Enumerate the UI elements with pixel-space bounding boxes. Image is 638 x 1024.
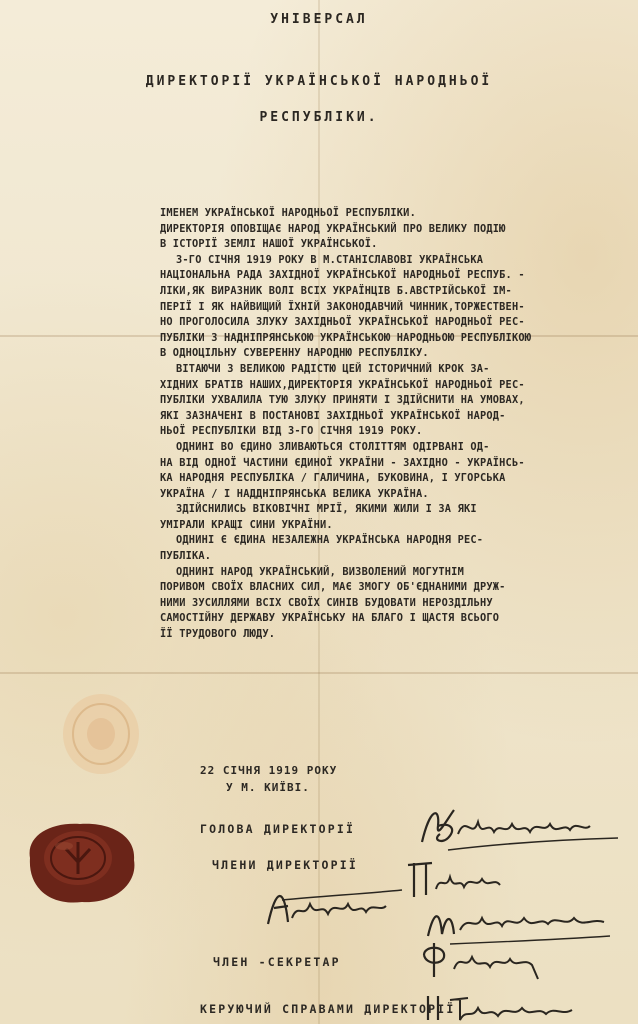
text-line: В ОДНОЦІЛЬНУ СУВЕРЕННУ НАРОДНЮ РЕСПУБЛІКУ. <box>160 347 429 360</box>
text-line: ЗДІЙСНИЛИСЬ ВІКОВІЧНІ МРІЇ, ЯКИМИ ЖИЛИ І ЗА ЯКІ <box>176 503 477 516</box>
text-line: ОДНИНІ НАРОД УКРАЇНСЬКИЙ, ВИЗВОЛЕНИЙ МОГУТНІМ <box>176 565 464 578</box>
document-title: УНІВЕРСАЛ <box>270 12 368 27</box>
text-line: НАЦІОНАЛЬНА РАДА ЗАХІДНОЇ УКРАЇНСЬКОЇ НАРОДНЬОЇ РЕСПУБ. - <box>160 269 525 282</box>
text-line: ПУБЛІКА. <box>160 550 212 563</box>
text-line: ДИРЕКТОРІЯ ОПОВІЩАЄ НАРОД УКРАЇНСЬКИЙ ПРО ВЕЛИКУ ПОДІЮ <box>160 222 506 235</box>
manager-signature <box>420 990 580 1024</box>
document-subtitle-continued: РЕСПУБЛІКИ. <box>259 110 379 125</box>
text-line: 3-ГО СІЧНЯ 1919 РОКУ В М.СТАНІСЛАВОВІ УКРАЇНСЬКА <box>176 253 484 266</box>
text-line: КА НАРОДНЯ РЕСПУБЛІКА / ГАЛИЧИНА, БУКОВИНА, І УГОРСЬКА <box>160 472 506 485</box>
member-signature-andriievskyi <box>262 878 412 942</box>
secretary-label: ЧЛЕН -СЕКРЕТАР <box>213 955 341 969</box>
text-line: В ІСТОРІЇ ЗЕМЛІ НАШОЇ УКРАЇНСЬКОЇ. <box>160 238 378 251</box>
text-line: ПУБЛІКИ УХВАЛИЛА ТУЮ ЗЛУКУ ПРИНЯТИ І ЗДІЙСНИТИ НА УМОВАХ, <box>160 394 525 407</box>
members-label: ЧЛЕНИ ДИРЕКТОРІЇ <box>212 858 358 872</box>
text-line: ІМЕНЕМ УКРАЇНСЬКОЇ НАРОДНЬОЇ РЕСПУБЛІКИ. <box>160 207 416 219</box>
text-line: ЯКІ ЗАЗНАЧЕНІ В ПОСТАНОВІ ЗАХІДНЬОЇ УКРАЇНСЬКОЇ НАРОД- <box>160 409 506 422</box>
head-label: ГОЛОВА ДИРЕКТОРІЇ <box>200 822 356 836</box>
proclamation-text <box>160 206 540 643</box>
document-subtitle: ДИРЕКТОРІЇ УКРАЇНСЬКОЇ НАРОДНЬОЇ <box>145 74 493 89</box>
document-date: 22 СІЧНЯ 1919 РОКУ <box>200 764 338 777</box>
text-line: УМІРАЛИ КРАЩІ СИНИ УКРАЇНИ. <box>160 518 333 531</box>
text-line: ВІТАЮЧИ З ВЕЛИКОЮ РАДІСТЮ ЦЕЙ ІСТОРИЧНИЙ КРОК ЗА- <box>176 362 490 375</box>
text-line: ПЕРІЇ І ЯК НАЙВИЩИЙ ЇХНІЙ ЗАКОНОДАВЧИЙ ЧИННИК,ТОРЖЕСТВЕН- <box>160 300 525 313</box>
document-place: У М. КИЇВІ. <box>226 781 310 794</box>
text-line: ПУБЛІКИ З НАДНІПРЯНСЬКОЮ УКРАЇНСЬКОЮ НАРОДНЬОЮ РЕСПУБЛІКОЮ <box>160 331 532 344</box>
text-line: НЬОЇ РЕСПУБЛІКИ ВІД 3-ГО СІЧНЯ 1919 РОКУ. <box>160 425 423 438</box>
manager-label: КЕРУЮЧИЙ СПРАВАМИ ДИРЕКТОРІЇ <box>200 1002 456 1016</box>
text-line: ОДНИНІ ВО ЄДИНО ЗЛИВАЮТЬСЯ СТОЛІТТЯМ ОДІРВАНІ ОД- <box>176 440 490 453</box>
text-line: ХІДНИХ БРАТІВ НАШИХ,ДИРЕКТОРІЯ УКРАЇНСЬКОЇ НАРОДНЬОЇ РЕС- <box>160 378 525 391</box>
text-line: ОДНИНІ Є ЄДИНА НЕЗАЛЕЖНА УКРАЇНСЬКА НАРОДНЯ РЕС- <box>176 534 484 547</box>
text-line: НА ВІД ОДНОЇ ЧАСТИНИ ЄДИНОЇ УКРАЇНИ - ЗАХІДНО - УКРАЇНСЬ- <box>160 456 525 469</box>
text-line: ЛІКИ,ЯК ВИРАЗНИК ВОЛІ ВСІХ УКРАЇНЦІВ Б.АВСТРІЙСЬКОЇ ІМ- <box>160 284 512 297</box>
text-line: УКРАЇНА / І НАДДНІПРЯНСЬКА ВЕЛИКА УКРАЇНА. <box>160 487 429 500</box>
member-signature-shvets <box>418 935 568 989</box>
text-line: НИМИ ЗУСИЛЛЯМИ ВСІХ СВОЇХ СИНІВ БУДОВАТИ НЕРОЗДІЛЬНУ <box>160 596 493 609</box>
paper-seal-icon <box>60 690 142 778</box>
text-line: САМОСТІЙНУ ДЕРЖАВУ УКРАЇНСЬКУ НА БЛАГО І ЩАСТЯ ВСЬОГО <box>160 612 500 625</box>
text-line: НО ПРОГОЛОСИЛА ЗЛУКУ ЗАХІДНЬОЇ УКРАЇНСЬКОЇ НАРОДНЬОЇ РЕС- <box>160 316 525 329</box>
text-line: ПОРИВОМ СВОЇХ ВЛАСНИХ СИЛ, МАЄ ЗМОГУ ОБ'ЄДНАНИМИ ДРУЖ- <box>160 581 506 594</box>
text-line: ЇЇ ТРУДОВОГО ЛЮДУ. <box>160 628 276 641</box>
wax-seal-icon <box>22 818 140 906</box>
